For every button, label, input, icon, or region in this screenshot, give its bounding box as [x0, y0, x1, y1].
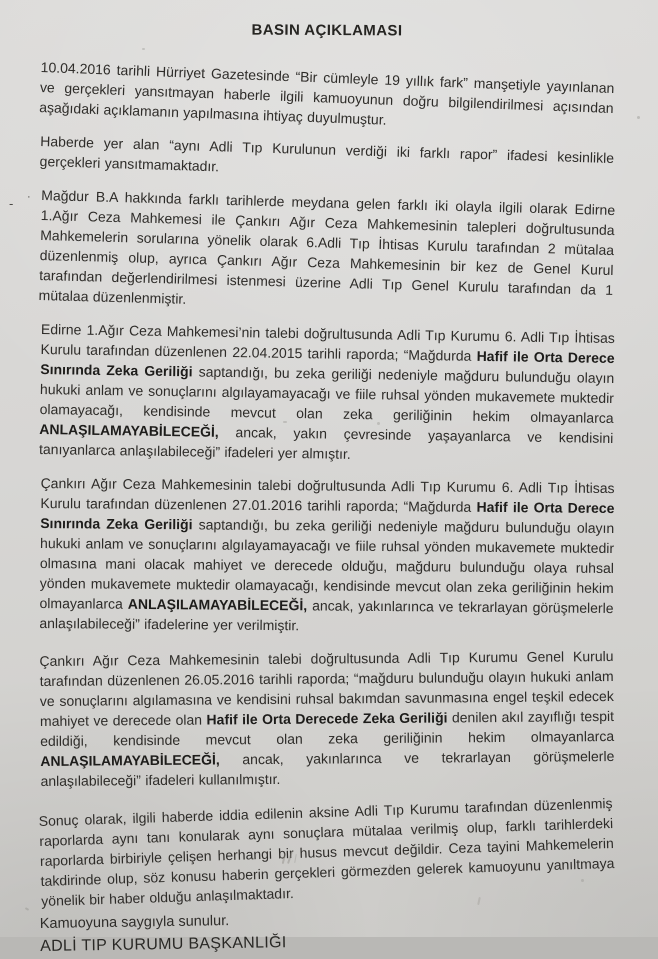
paper-speck	[377, 422, 380, 425]
paragraph-cankiri-report: Çankırı Ağır Ceza Mahkemesinin talebi doğrultusunda Adli Tıp Kurumu 6. Adli Tıp İhtisas Kurulu tarafından düzenlenen 27.01.2016 tarihli raporda; “Mağdurda Hafif ile Orta Derece Sınırında Zeka Geriliği saptandığı, bu zeka geriliği nedeniyle mağduru bulunduğu olayın hukuki anlam ve sonuçlarını algılayamayacağı ve fiile ruhsal yönden mukavemete muktedir olmasına mani olacak mahiyet ve derecede olduğu, mağduru bulunduğu olaya ruhsal yönden mukavemete muktedir olamayacağı, kendisinde mevcut olan zeka geriliğinin hekim olmayanlarca ANLAŞILAMAYABİLECEĞİ, ancak, yakınlarınca ve tekrarlayan görüşmelerle anlaşılabileceği” ifadelerine yer verilmiştir.	[39, 475, 615, 634]
paragraph-case-background: Mağdur B.A hakkında farklı tarihlerde meydana gelen farklı iki olayla ilgili olarak Edirne 1.Ağır Ceza Mahkemesi ile Çankırı Ağır Ceza Mahkemesinin talepleri doğrultusunda Mahkemelerin sorularına yönelik olarak 6.Adli Tıp İhtisas Kurulu tarafından 2 mütalaa düzenlenmiş olup, ayrıca Çankırı Ağır Ceza Mahkemesinin bir kez de Genel Kurul tarafından değerlendirilmesi istenmesi üzerine Adli Tıp Genel Kurulu tarafından da 1 mütalaa düzenlenmiştir.	[38, 187, 616, 307]
page-title: BASIN AÇIKLAMASI	[251, 21, 403, 40]
margin-dash-mark: -	[9, 196, 14, 211]
paragraph-edirne-report: Edirne 1.Ağır Ceza Mahkemesi’nin talebi doğrultusunda Adli Tıp Kurumu 6. Adli Tıp İhtisas Kurulu tarafından düzenlenen 22.04.2015 tarihli raporda; “Mağdurda Hafif ile Orta Derece Sınırında Zeka Geriliği saptandığı, bu zeka geriliği nedeniyle mağduru bulunduğu olayın hukuki anlam ve sonuçlarını algılayamayacağı ve fiile ruhsal yönden mukavemete muktedir olamayacağı, kendisinde mevcut olan zeka geriliğinin hekim olmayanlarca ANLAŞILAMAYABİLECEĞİ, ancak, yakın çevresinde yaşayanlarca ve kendisini tanıyanlarca anlaşılabileceği” ifadeleri yer almıştır.	[38, 321, 615, 462]
paragraph-denial: Haberde yer alan “aynı Adli Tıp Kurulunun verdiği iki farklı rapor” ifadesi kesinlikle gerçekleri yansıtmamaktadır.	[39, 133, 615, 175]
paragraph-conclusion: Sonuç olarak, ilgili haberde iddia edilenin aksine Adli Tıp Kurumu tarafından düzenlenmiş raporlarda aynı tanı konularak aynı sonuçlara mütalaa verilmiş olup, farklı tarihlerdeki raporlarda birbiriyle çelişen herhangi bir husus mevcut değildir. Ceza tayini Mahkemelerin takdirinde olup, söz konusu haberin gerçekleri görmezden gelerek kamuoyunu yanıltmaya yönelik bir haber olduğu anlaşılmaktadır.	[38, 794, 615, 909]
paragraph-genel-kurul-report: Çankırı Ağır Ceza Mahkemesinin talebi doğrultusunda Adli Tıp Kurumu Genel Kurulu tarafından düzenlenen 26.05.2016 tarihli raporda; “mağduru bulunduğu olayın hukuki anlam ve sonuçlarını algılamasına ve kendisini ruhsal bakımdan savunmasına engel teşkil edecek mahiyet ve derecede olan Hafif ile Orta Derecede Zeka Geriliği denilen akıl zayıflığı tespit edildiği, kendisinde mevcut olan zeka geriliğinin hekim olmayanlarca ANLAŞILAMAYABİLECEĞİ, ancak, yakınlarınca ve tekrarlayan görüşmelerle anlaşılabileceği” ifadeleri kullanılmıştır.	[39, 647, 615, 789]
paragraph-intro: 10.04.2016 tarihli Hürriyet Gazetesinde “Bir cümleyle 19 yıllık fark” manşetiyle yayınlanan ve gerçekleri yansıtmayan haberle ilgili kamuoyunun doğru bilgilendirilmesi açısından aşağıdaki açıklamanın yapılmasına ihtiyaç duyulmuştur.	[38, 59, 615, 128]
paper-speck	[142, 48, 145, 50]
closing-salutation: Kamuoyuna saygıyla sunulur.	[39, 913, 230, 933]
signature-organization: ADLİ TIP KURUMU BAŞKANLIĞI	[40, 934, 287, 955]
pencil-mark	[283, 421, 287, 423]
closing-block	[40, 904, 615, 959]
paper-speck	[637, 116, 640, 119]
paper-speck	[581, 879, 584, 882]
margin-dot-mark: ·	[27, 191, 31, 203]
